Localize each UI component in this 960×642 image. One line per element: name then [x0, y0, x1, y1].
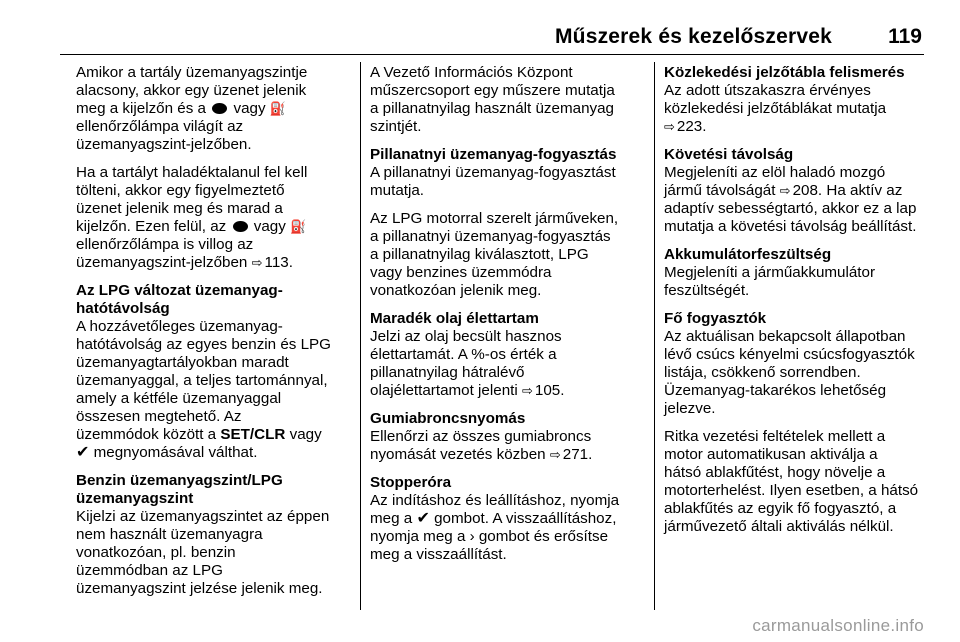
page-header [60, 18, 924, 55]
column-left [76, 64, 358, 608]
section-heading: Fő fogyasztók [664, 310, 767, 327]
column-middle [370, 64, 654, 574]
page-ref-icon: ⇨ [779, 183, 791, 198]
section-heading: Közlekedési jelzőtábla felismerés [664, 64, 905, 81]
section-heading: Követési távolság [664, 146, 794, 163]
section-heading: Maradék olaj élettartam [370, 310, 539, 327]
section: Pillanatnyi üzemanyag-fogyasztás A pillanatnyi üzemanyag-fogyasztást mutatja. [370, 146, 654, 200]
page-ref-icon: ⇨ [664, 119, 675, 134]
section-heading: Akkumulátorfeszültség [664, 246, 832, 263]
section-heading: Stopperóra [370, 474, 452, 491]
paragraph: Ritka vezetési feltételek mellett a motor automatikusan aktiválja a hátsó ablakfűtést, hogy növelje a motorterhelést. Ilyen esetben, a hátsó ablakfűtés az egyik fő fogyasztó, a járművezető általi aktiválás nélkül. [664, 428, 919, 535]
paragraph: Az LPG motorral szerelt járműveken, a pillanatnyi üzemanyag-fogyasztás a pillanatnyilag kiválasztott, LPG vagy benzines üzemmódra vonatkozóan jelenik meg. [370, 210, 619, 299]
column-divider [654, 62, 655, 610]
fuel-warning-dot-icon [233, 221, 248, 232]
paragraph: A Vezető Információs Központ műszercsoport egy műszere mutatja a pillanatnyilag használt üzemanyag szintjét. [370, 64, 615, 135]
section-heading: Pillanatnyi üzemanyag-fogyasztás [370, 146, 617, 163]
page-ref[interactable]: 208. [792, 182, 823, 199]
column-divider [360, 62, 361, 610]
set-clr-label: SET/CLR [220, 426, 286, 443]
paragraph: Amikor a tartály üzemanyagszintje alacsony, akkor egy üzenet jelenik meg a kijelzőn és a vagy ⛽ ellenőrzőlámpa világít az üzemanyagszint-jelzőben. [76, 64, 308, 153]
section: Fő fogyasztók Az aktuálisan bekapcsolt állapotban lévő csúcs kényelmi csúcsfogyasztók listája, csökkenő sorrendben. Üzemanyag-takarékos lehetőség jelezve. [664, 310, 940, 418]
fuel-pump-icon: ⛽ [290, 219, 307, 234]
section: Akkumulátorfeszültség Megjeleníti a járműakkumulátor feszültségét. [664, 246, 940, 300]
fuel-pump-icon: ⛽ [269, 101, 286, 116]
section-heading: Benzin üzemanyagszint/LPG üzemanyagszint [76, 472, 283, 507]
section: Maradék olaj élettartam Jelzi az olaj becsült hasznos élettartamát. A %-os érték a pillanatnyilag hátralévő olajélettartamot jelenti ⇨ 105. [370, 310, 654, 400]
section: Az LPG változat üzemanyag- hatótávolság A hozzávetőleges üzemanyag- hatótávolság az egyes benzin és LPG üzemanyagtartályokban maradt üzemanyaggal, a teljes tartománnyal, amely a kétféle üzemanyaggal összesen megtehető. Az üzemmódok között a SET/CLR vagy ✔ megnyomásával válthat. [76, 282, 358, 462]
section-heading: Az LPG változat üzemanyag- hatótávolság [76, 282, 283, 317]
page-ref-icon: ⇨ [521, 383, 533, 398]
section: Közlekedési jelzőtábla felismerés Az adott útszakaszra érvényes közlekedési jelzőtáblákat mutatja ⇨ 223. [664, 64, 940, 136]
section: Stopperóra Az indításhoz és leállításhoz, nyomja meg a ✔ gombot. A visszaállításhoz, nyomja meg a › gombot és erősítse meg a visszaállítást. [370, 474, 654, 564]
section: Gumiabroncsnyomás Ellenőrzi az összes gumiabroncs nyomását vezetés közben ⇨ 271. [370, 410, 654, 464]
page-ref-icon: ⇨ [251, 255, 263, 270]
page-ref[interactable]: 271. [562, 446, 593, 463]
column-right [664, 64, 940, 546]
section-heading: Gumiabroncsnyomás [370, 410, 526, 427]
section: Követési távolság Megjeleníti az elöl haladó mozgó jármű távolságát ⇨ 208. Ha aktív az adaptív sebességtartó, akkor ez a lap mutatja a követési távolság beállítást. [664, 146, 940, 236]
page-ref[interactable]: 105. [534, 382, 565, 399]
paragraph: Ha a tartályt haladéktalanul fel kell tölteni, akkor egy figyelmeztető üzenet jelenik meg és marad a kijelzőn. Ezen felül, az vagy ⛽ ellenőrzőlámpa is villog az üzemanyagszint-jelzőben ⇨ 113. [76, 164, 308, 271]
watermark: carmanualsonline.info [752, 616, 924, 635]
page-ref[interactable]: 223. [676, 118, 707, 135]
page-title: Műszerek és kezelőszervek [554, 25, 832, 48]
chevron-right-icon: › [469, 528, 475, 545]
section: Benzin üzemanyagszint/LPG üzemanyagszint Kijelzi az üzemanyagszintet az éppen nem használt üzemanyagra vonatkozóan, pl. benzin üzemmódban az LPG üzemanyagszint jelzése jelenik meg. [76, 472, 358, 598]
page-ref-icon: ⇨ [549, 447, 561, 462]
check-icon: ✔ [416, 510, 430, 527]
page-number: 119 [888, 25, 922, 48]
fuel-warning-dot-icon [212, 103, 227, 114]
page-ref[interactable]: 113. [264, 254, 293, 271]
check-icon: ✔ [76, 444, 90, 461]
